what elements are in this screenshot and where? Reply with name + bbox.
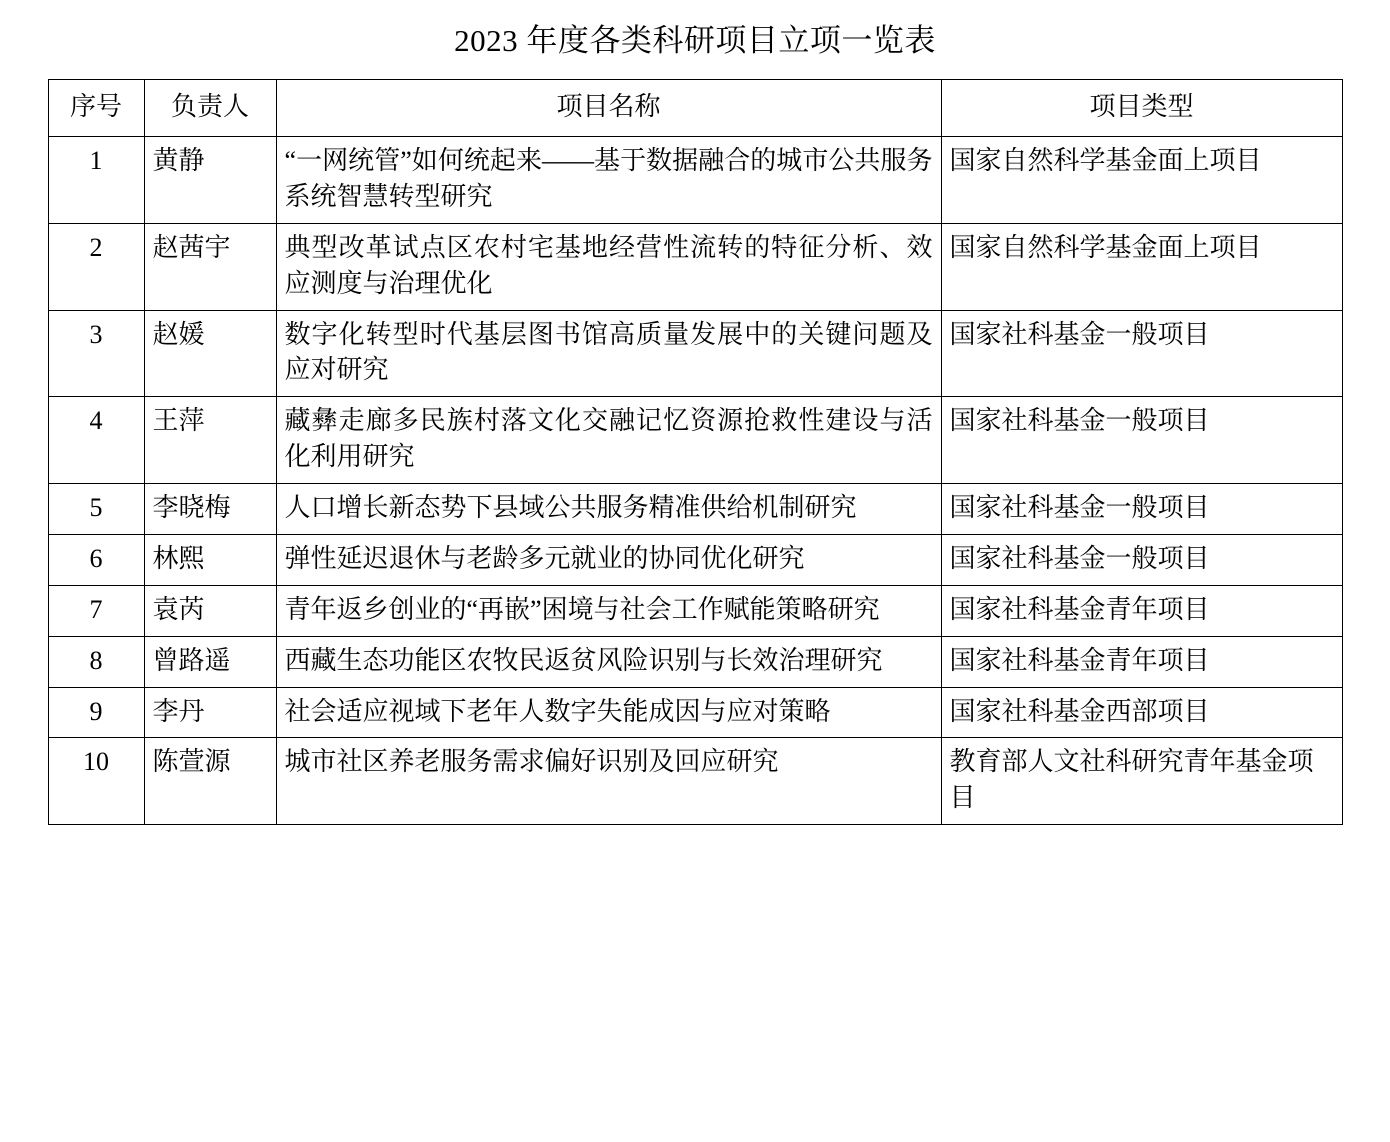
- cell-project-type: 国家社科基金一般项目: [941, 484, 1342, 535]
- table-row: [48, 687, 1342, 738]
- cell-no: 7: [48, 585, 144, 636]
- cell-no: 10: [48, 738, 144, 825]
- table-row: [48, 738, 1342, 825]
- cell-owner: 王萍: [144, 397, 276, 484]
- page-title: 2023 年度各类科研项目立项一览表: [454, 23, 936, 58]
- table-body: [48, 137, 1342, 825]
- cell-project-type: 教育部人文社科研究青年基金项目: [941, 738, 1342, 825]
- cell-owner: 林熙: [144, 534, 276, 585]
- cell-project-type: 国家社科基金青年项目: [941, 585, 1342, 636]
- table-row: [48, 137, 1342, 224]
- project-list-table: [48, 79, 1343, 825]
- cell-project-name: 西藏生态功能区农牧民返贫风险识别与长效治理研究: [276, 636, 941, 687]
- table-row: [48, 310, 1342, 397]
- cell-owner: 李晓梅: [144, 484, 276, 535]
- cell-project-name: 典型改革试点区农村宅基地经营性流转的特征分析、效应测度与治理优化: [276, 223, 941, 310]
- cell-project-name: 数字化转型时代基层图书馆高质量发展中的关键问题及应对研究: [276, 310, 941, 397]
- cell-project-type: 国家社科基金一般项目: [941, 397, 1342, 484]
- table-row: [48, 397, 1342, 484]
- table-row: [48, 636, 1342, 687]
- cell-owner: 黄静: [144, 137, 276, 224]
- cell-project-name: 青年返乡创业的“再嵌”困境与社会工作赋能策略研究: [276, 585, 941, 636]
- cell-no: 3: [48, 310, 144, 397]
- cell-project-type: 国家社科基金西部项目: [941, 687, 1342, 738]
- cell-project-type: 国家社科基金一般项目: [941, 534, 1342, 585]
- table-header: [48, 80, 1342, 137]
- cell-owner: 赵茜宇: [144, 223, 276, 310]
- cell-project-name: 城市社区养老服务需求偏好识别及回应研究: [276, 738, 941, 825]
- column-header-owner: 负责人: [144, 80, 276, 137]
- column-header-name: 项目名称: [276, 80, 941, 137]
- cell-no: 2: [48, 223, 144, 310]
- cell-project-type: 国家社科基金一般项目: [941, 310, 1342, 397]
- cell-no: 8: [48, 636, 144, 687]
- cell-project-name: “一网统管”如何统起来——基于数据融合的城市公共服务系统智慧转型研究: [276, 137, 941, 224]
- table-row: [48, 484, 1342, 535]
- cell-project-name: 社会适应视域下老年人数字失能成因与应对策略: [276, 687, 941, 738]
- cell-project-type: 国家自然科学基金面上项目: [941, 137, 1342, 224]
- table-row: [48, 223, 1342, 310]
- cell-project-name: 藏彝走廊多民族村落文化交融记忆资源抢救性建设与活化利用研究: [276, 397, 941, 484]
- column-header-type: 项目类型: [941, 80, 1342, 137]
- cell-no: 1: [48, 137, 144, 224]
- column-header-no: 序号: [48, 80, 144, 137]
- cell-project-type: 国家社科基金青年项目: [941, 636, 1342, 687]
- cell-no: 9: [48, 687, 144, 738]
- cell-owner: 陈萱源: [144, 738, 276, 825]
- cell-no: 4: [48, 397, 144, 484]
- cell-no: 6: [48, 534, 144, 585]
- table-row: [48, 534, 1342, 585]
- cell-no: 5: [48, 484, 144, 535]
- cell-owner: 袁芮: [144, 585, 276, 636]
- cell-owner: 李丹: [144, 687, 276, 738]
- table-header-row: [48, 80, 1342, 137]
- cell-owner: 曾路遥: [144, 636, 276, 687]
- cell-project-type: 国家自然科学基金面上项目: [941, 223, 1342, 310]
- table-row: [48, 585, 1342, 636]
- cell-project-name: 人口增长新态势下县域公共服务精准供给机制研究: [276, 484, 941, 535]
- cell-owner: 赵媛: [144, 310, 276, 397]
- cell-project-name: 弹性延迟退休与老龄多元就业的协同优化研究: [276, 534, 941, 585]
